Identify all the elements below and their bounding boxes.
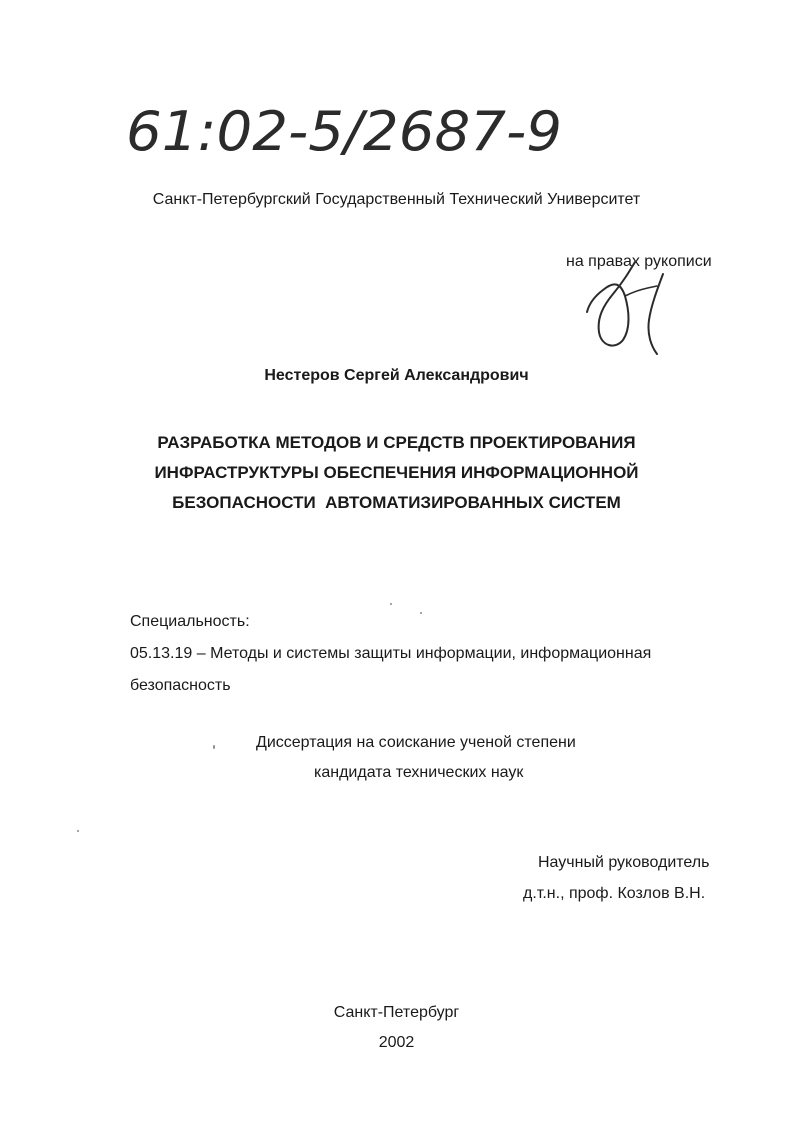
- dissertation-title-line-3: БЕЗОПАСНОСТИ АВТОМАТИЗИРОВАННЫХ СИСТЕМ: [172, 493, 621, 512]
- dissertation-title-line-2: ИНФРАСТРУКТУРЫ ОБЕСПЕЧЕНИЯ ИНФОРМАЦИОННОЙ: [154, 463, 639, 482]
- degree-statement-line-2: кандидата технических наук: [314, 764, 524, 781]
- supervisor-label: Научный руководитель: [538, 854, 710, 871]
- svg-text:61:02-5/2687-9: 61:02-5/2687-9: [126, 100, 562, 163]
- specialty-continuation: безопасность: [130, 677, 231, 694]
- manuscript-rights-note: на правах рукописи: [566, 253, 712, 270]
- handwritten-archive-number: [122, 88, 572, 170]
- year: 2002: [378, 1034, 415, 1051]
- supervisor-name: д.т.н., проф. Козлов В.Н.: [523, 885, 706, 902]
- university-name: Санкт-Петербургский Государственный Технический Университет: [152, 191, 641, 208]
- specialty-code-line: 05.13.19 – Методы и системы защиты информации, информационная: [130, 645, 652, 662]
- scan-speck: [390, 603, 392, 605]
- author-name: Нестеров Сергей Александрович: [264, 367, 529, 384]
- handwritten-signature: [585, 260, 670, 355]
- scan-speck: [213, 745, 215, 749]
- scan-speck: [420, 612, 422, 614]
- scan-speck: [77, 830, 79, 832]
- city: Санкт-Петербург: [333, 1004, 460, 1021]
- specialty-label: Специальность:: [130, 613, 250, 630]
- dissertation-title-line-1: РАЗРАБОТКА МЕТОДОВ И СРЕДСТВ ПРОЕКТИРОВАНИЯ: [157, 433, 636, 452]
- degree-statement-line-1: Диссертация на соискание ученой степени: [256, 734, 576, 751]
